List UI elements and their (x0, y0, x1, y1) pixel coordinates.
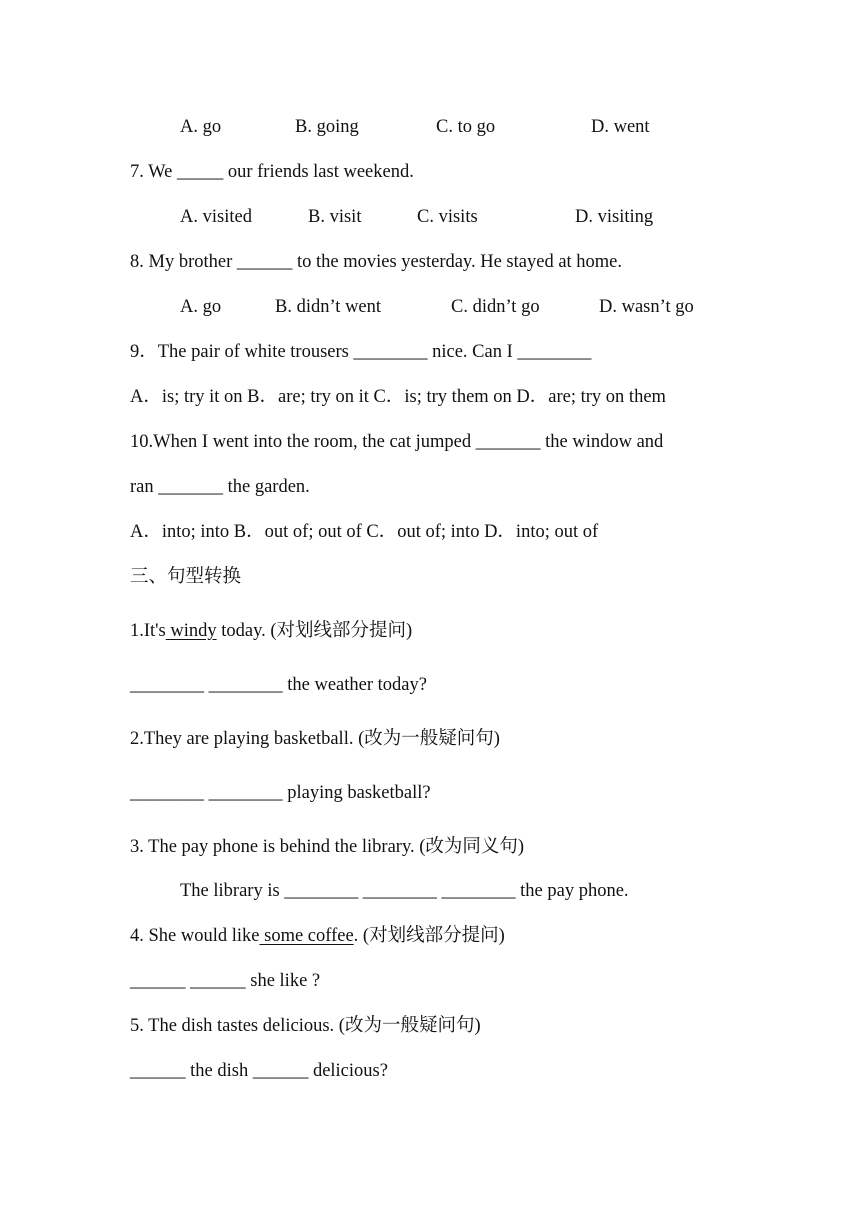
transform-item-2: 2.They are playing basketball. (改为一般疑问句) (130, 729, 500, 749)
q8-option-c: C. didn’t go (451, 297, 540, 317)
q9-stem: 9．The pair of white trousers ________ nice. Can I ________ (130, 342, 592, 362)
transform-item-5-answer: ______ the dish ______ delicious? (130, 1061, 388, 1081)
item-1-underlined: windy (165, 621, 217, 641)
q8-option-b: B. didn’t went (275, 297, 382, 317)
q10-stem-line2: ran _______ the garden. (130, 477, 310, 497)
transform-item-1 (130, 619, 412, 643)
q7-option-d: D. visiting (575, 207, 654, 227)
q8-option-d: D. wasn’t go (599, 297, 694, 317)
transform-item-1-answer: ________ ________ the weather today? (130, 675, 427, 695)
q7-option-c: C. visits (417, 207, 478, 227)
item-4-prefix: 4. She would like (130, 926, 260, 946)
q9-options: A．is; try it on B．are; try on it C．is; try them on D．are; try on them (130, 387, 666, 407)
transform-item-3: 3. The pay phone is behind the library. (改为同义句) (130, 837, 525, 857)
item-1-prefix: 1.It's (130, 621, 166, 641)
transform-item-5: 5. The dish tastes delicious. (改为一般疑问句) (130, 1016, 481, 1036)
transform-item-4-answer: ______ ______ she like ? (130, 971, 321, 991)
q10-options: A．into; into B．out of; out of C．out of; into D．into; out of (130, 522, 599, 542)
q6-options (180, 115, 740, 139)
q8-options (180, 295, 740, 319)
transform-item-4 (130, 924, 505, 948)
q6-option-c: C. to go (436, 117, 496, 137)
item-1-suffix: today. (对划线部分提问) (216, 621, 413, 641)
q6-option-d: D. went (591, 117, 650, 137)
q8-option-a: A. go (180, 297, 222, 317)
item-4-underlined: some coffee (259, 926, 354, 946)
q10-stem-line1: 10.When I went into the room, the cat jumped _______ the window and (130, 432, 664, 452)
q8-stem: 8. My brother ______ to the movies yesterday. He stayed at home. (130, 252, 623, 272)
item-4-suffix: . (对划线部分提问) (353, 926, 505, 946)
q7-option-b: B. visit (308, 207, 362, 227)
q6-option-a: A. go (180, 117, 222, 137)
section-heading: 三、句型转换 (130, 567, 242, 587)
transform-item-2-answer: ________ ________ playing basketball? (130, 783, 431, 803)
q7-options (180, 205, 740, 229)
q6-option-b: B. going (295, 117, 359, 137)
q7-stem: 7. We _____ our friends last weekend. (130, 162, 414, 182)
transform-item-3-answer: The library is ________ ________ ________ the pay phone. (180, 881, 629, 901)
q7-option-a: A. visited (180, 207, 252, 227)
